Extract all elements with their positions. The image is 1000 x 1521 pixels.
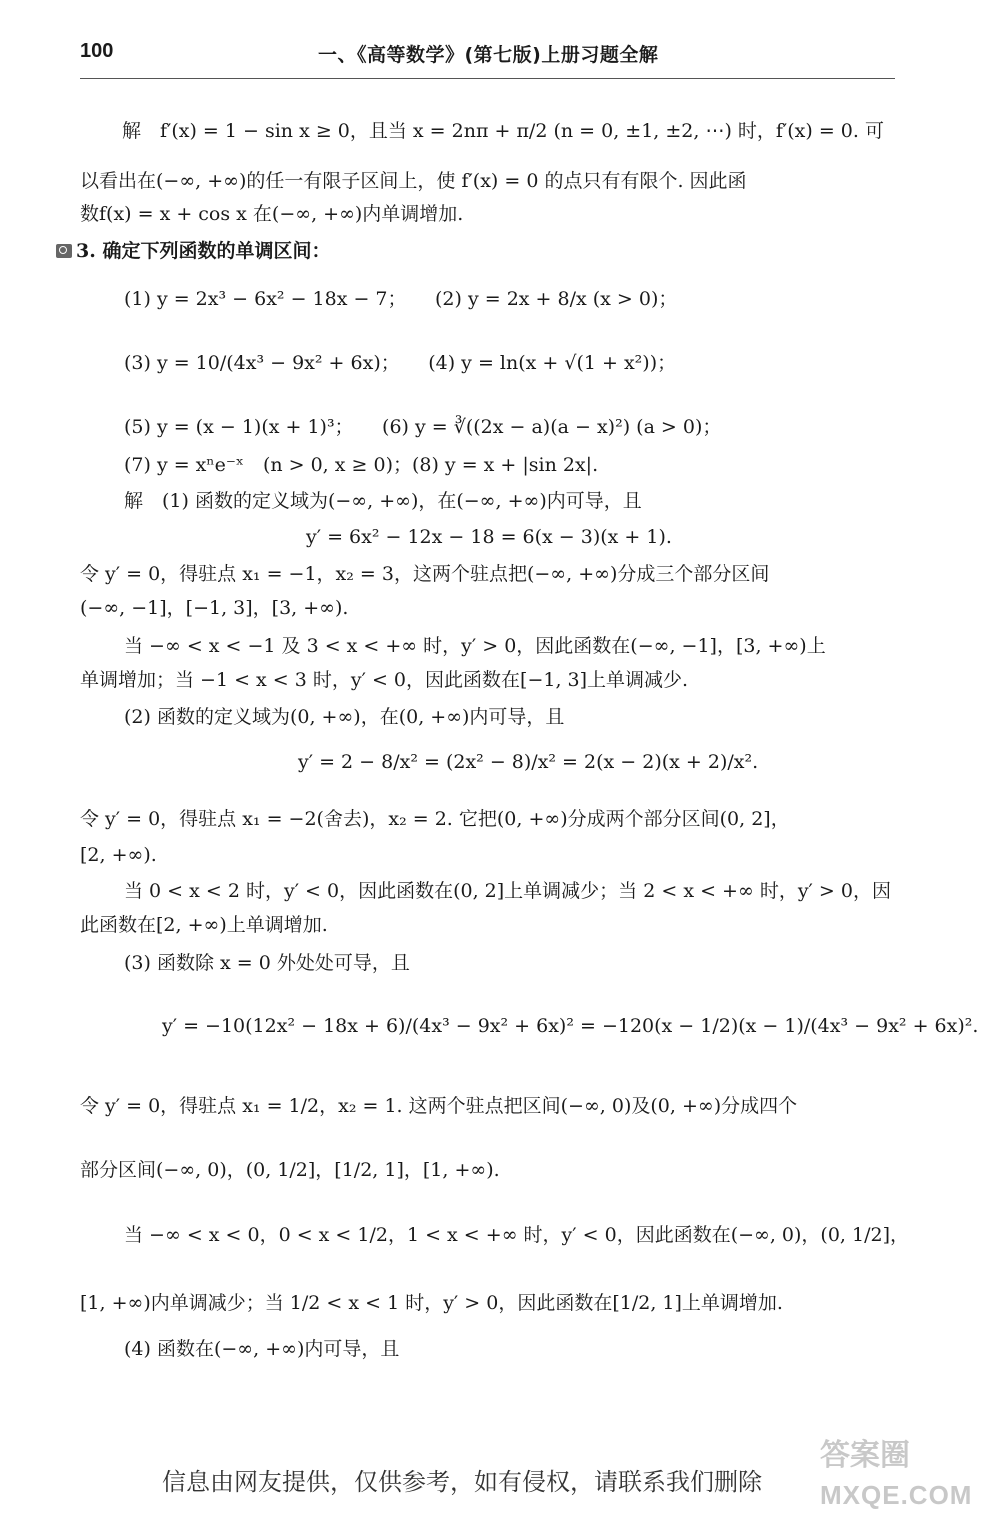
- solution-3-2-derivative: y′ = 2 − 8/x² = (2x² − 8)/x² = 2(x − 2)(x + 2)/x².: [298, 751, 759, 773]
- solution-3-3-stationary: 令 y′ = 0，得驻点 x₁ = 1/2，x₂ = 1. 这两个驻点把区间(−∞, 0)及(0, +∞)分成四个: [80, 1095, 798, 1117]
- solution-2-line-2: 以看出在(−∞, +∞)的任一有限子区间上，使 f′(x) = 0 的点只有有限个. 因此函: [80, 170, 747, 192]
- question-3-items-7-8: (7) y = xⁿe⁻ˣ (n > 0, x ≥ 0)；(8) y = x + |sin 2x|.: [124, 454, 599, 476]
- page-header: [80, 38, 895, 79]
- solution-3-3-derivative: y′ = −10(12x² − 18x + 6)/(4x³ − 9x² + 6x)² = −120(x − 1/2)(x − 1)/(4x³ − 9x² + 6x)².: [162, 1015, 979, 1037]
- question-3-text: 3. 确定下列函数的单调区间：: [76, 240, 331, 262]
- question-3-items-3-4: (3) y = 10/(4x³ − 9x² + 6x)； (4) y = ln(x + √(1 + x²))；: [124, 352, 677, 374]
- question-3-items-1-2: (1) y = 2x³ − 6x² − 18x − 7； (2) y = 2x + 8/x (x > 0)；: [124, 288, 678, 310]
- solution-3-1-conclusion-1: 当 −∞ < x < −1 及 3 < x < +∞ 时，y′ > 0，因此函数在(−∞, −1]，[3, +∞)上: [124, 635, 826, 657]
- running-title: 一、《高等数学》(第七版)上册习题全解: [318, 44, 659, 66]
- solution-3-3-conclusion-1: 当 −∞ < x < 0，0 < x < 1/2，1 < x < +∞ 时，y′ < 0，因此函数在(−∞, 0)，(0, 1/2]，: [124, 1224, 910, 1246]
- solution-3-1-intervals: (−∞, −1]，[−1, 3]，[3, +∞).: [80, 597, 349, 619]
- solution-3-4-intro: (4) 函数在(−∞, +∞)内可导，且: [124, 1338, 400, 1360]
- question-3-items-5-6: (5) y = (x − 1)(x + 1)³； (6) y = ∛((2x − a)(a − x)²) (a > 0)；: [124, 416, 722, 438]
- solution-3-3-intro: (3) 函数除 x = 0 外处处可导，且: [124, 952, 410, 974]
- solution-3-1-conclusion-2: 单调增加；当 −1 < x < 3 时，y′ < 0，因此函数在[−1, 3]上单调减少.: [80, 669, 689, 691]
- solution-3-2-conclusion-2: 此函数在[2, +∞)上单调增加.: [80, 914, 328, 936]
- solution-3-2-intro: (2) 函数的定义域为(0, +∞)，在(0, +∞)内可导，且: [124, 706, 565, 728]
- solution-3-2-stationary: 令 y′ = 0，得驻点 x₁ = −2(舍去)，x₂ = 2. 它把(0, +∞)分成两个部分区间(0, 2]，: [80, 808, 790, 830]
- solution-3-3-intervals: 部分区间(−∞, 0)，(0, 1/2]，[1/2, 1]，[1, +∞).: [80, 1159, 500, 1181]
- copyright-notice: 信息由网友提供，仅供参考，如有侵权，请联系我们删除: [162, 1468, 762, 1496]
- solution-3-1-derivative: y′ = 6x² − 12x − 18 = 6(x − 3)(x + 1).: [306, 526, 672, 548]
- search-icon: [56, 244, 72, 258]
- solution-3-1-stationary: 令 y′ = 0，得驻点 x₁ = −1，x₂ = 3，这两个驻点把(−∞, +∞)分成三个部分区间: [80, 563, 770, 585]
- solution-3-3-conclusion-2: [1, +∞)内单调减少；当 1/2 < x < 1 时，y′ > 0，因此函数在[1/2, 1]上单调增加.: [80, 1292, 783, 1314]
- solution-3-2-intervals: [2, +∞).: [80, 844, 157, 866]
- solution-2-line-3: 数f(x) = x + cos x 在(−∞, +∞)内单调增加.: [80, 203, 464, 225]
- solution-3-1-intro: 解 (1) 函数的定义域为(−∞, +∞)，在(−∞, +∞)内可导，且: [124, 490, 642, 512]
- question-3-heading: [56, 238, 330, 264]
- solution-2-line-1: 解 f′(x) = 1 − sin x ≥ 0，且当 x = 2nπ + π/2 (n = 0, ±1, ±2, ⋯) 时，f′(x) = 0. 可: [122, 120, 884, 142]
- watermark-url: MXQE.COM: [820, 1480, 973, 1510]
- solution-3-2-conclusion-1: 当 0 < x < 2 时，y′ < 0，因此函数在(0, 2]上单调减少；当 2 < x < +∞ 时，y′ > 0，因: [124, 880, 891, 902]
- page-number: 100: [80, 40, 114, 62]
- watermark-logo: 答案圈: [820, 1438, 910, 1473]
